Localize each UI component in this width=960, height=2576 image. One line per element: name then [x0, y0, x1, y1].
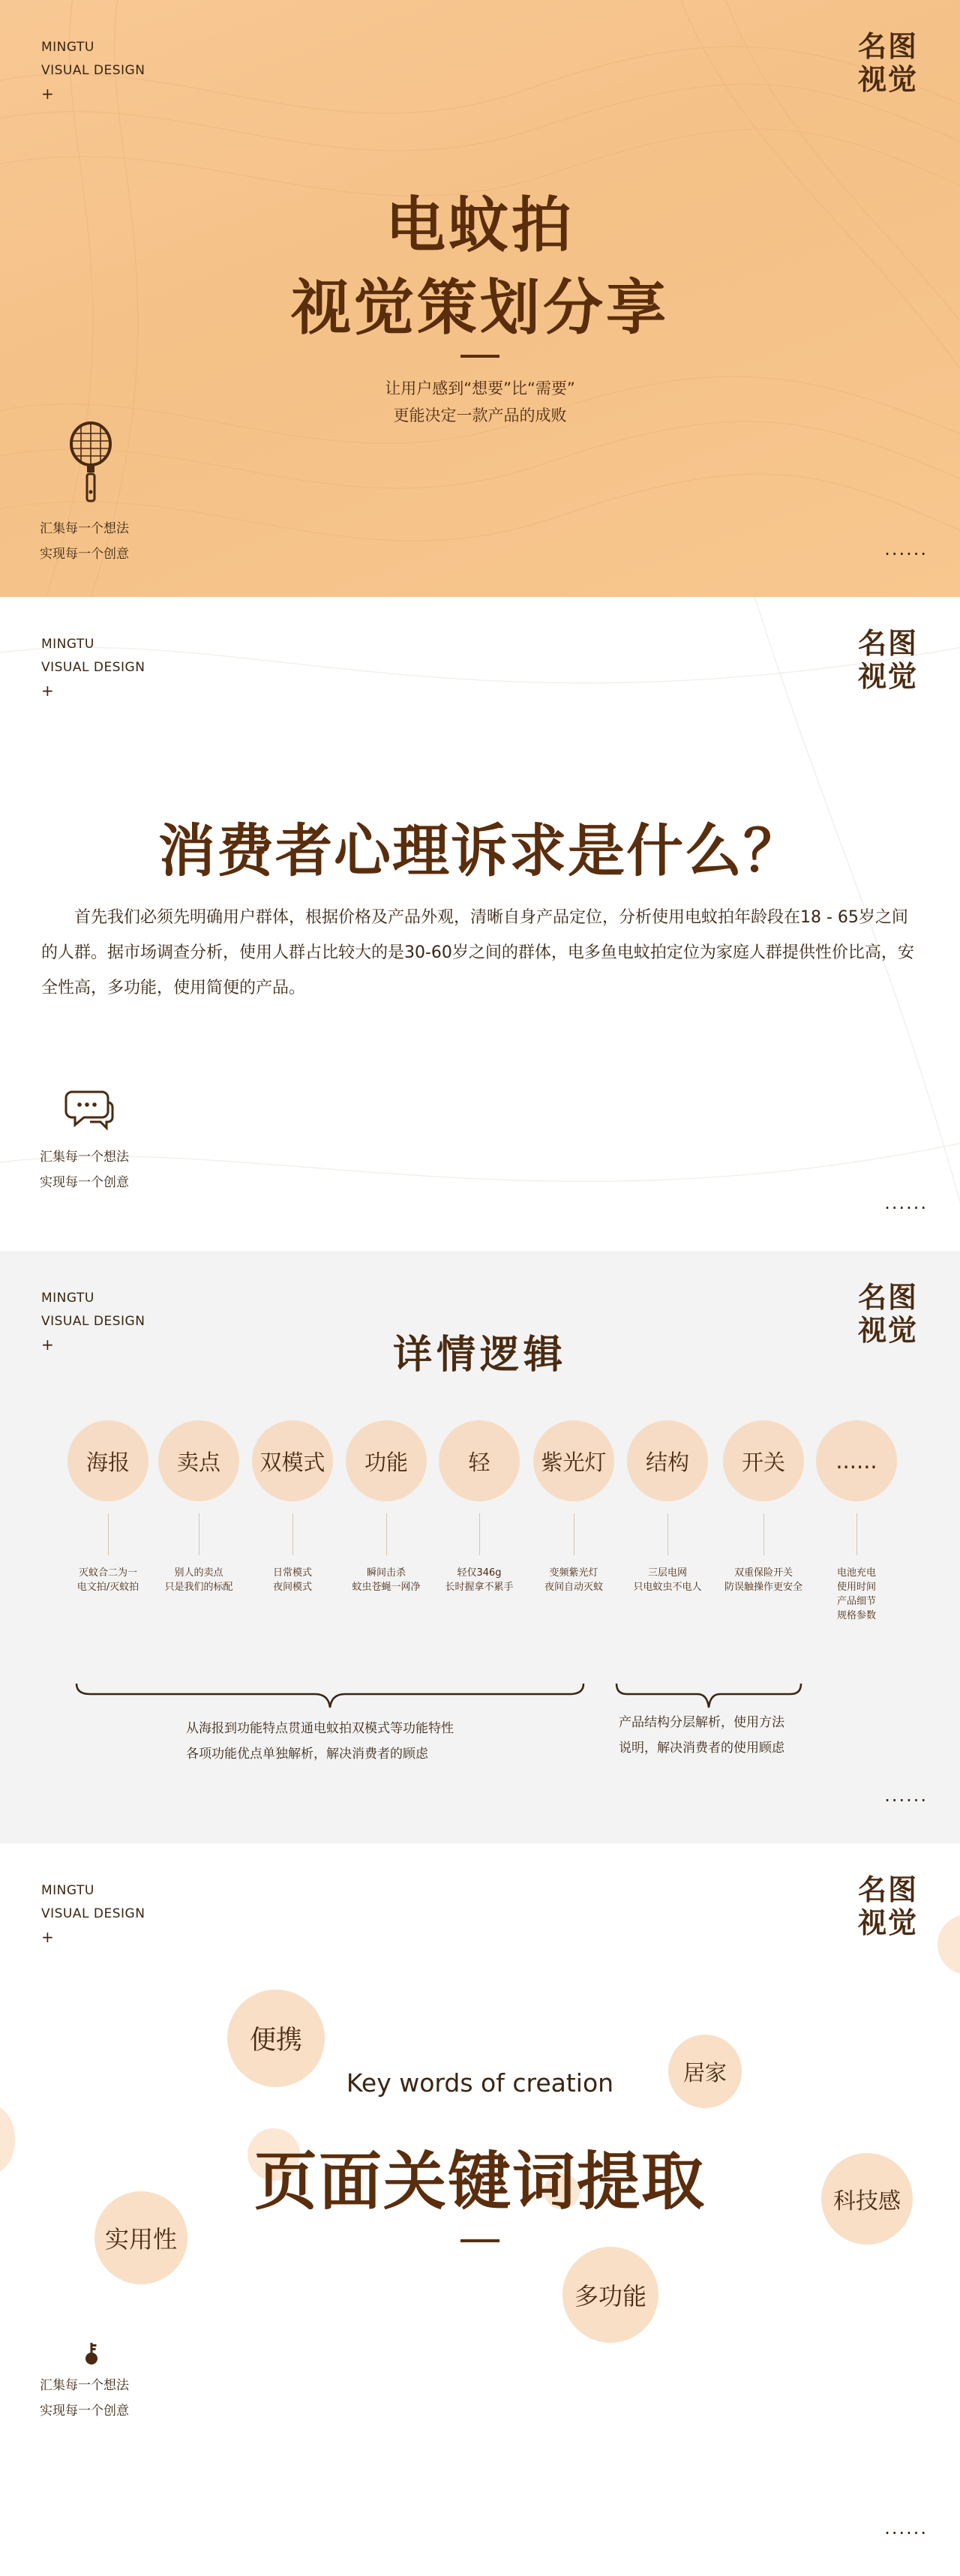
left-note: [186, 1716, 454, 1767]
logo-line-1: 名图: [858, 627, 919, 660]
heading-divider: [460, 2239, 500, 2242]
logo-line-1: 名图: [858, 1281, 919, 1314]
brand-line-2: VISUAL DESIGN: [41, 1314, 146, 1329]
tagline-line-2: 实现每一个创意: [40, 1175, 129, 1190]
brand-plus: +: [41, 85, 55, 103]
keyword-practical: 实用性: [94, 2191, 188, 2284]
decor-circle: [938, 1915, 960, 1975]
logo-line-1: 名图: [858, 1873, 919, 1906]
connector-line: [386, 1513, 387, 1555]
logic-item-caption: 轻仅346g 长时握拿不累手: [445, 1567, 514, 1593]
tagline-line-1: 汇集每一个想法: [40, 1150, 129, 1165]
connector-line: [108, 1513, 109, 1555]
hero-section: [0, 0, 960, 597]
section-heading: 详情逻辑: [392, 1333, 567, 1378]
logic-item-circle: 结构: [627, 1420, 708, 1501]
logic-item-caption: 别人的卖点 只是我们的标配: [164, 1567, 233, 1593]
connector-line: [292, 1513, 293, 1555]
subtitle-line-2: 更能决定一款产品的成败: [393, 406, 567, 424]
connector-line: [479, 1513, 480, 1555]
left-note-line-1: 从海报到功能特点贯通电蚊拍双模式等功能特性: [186, 1721, 454, 1736]
logo-line-2: 视觉: [858, 1906, 919, 1939]
brand-line-2: VISUAL DESIGN: [41, 1906, 146, 1921]
logo-line-2: 视觉: [858, 63, 919, 96]
detail-logic-section: [0, 1251, 960, 1843]
connector-line: [856, 1513, 857, 1555]
keyword-multifunction: 多功能: [562, 2247, 658, 2343]
brand-line-1: MINGTU: [41, 637, 94, 652]
section-heading: 页面关键词提取: [254, 2145, 706, 2218]
logic-item-caption: 灭蚊合二为一 电文拍/灭蚊拍: [76, 1567, 140, 1593]
logic-item-caption: 电池充电 使用时间 产品细节 规格参数: [836, 1567, 876, 1621]
section-paragraph: 首先我们必须先明确用户群体，根据价格及产品外观，清晰自身产品定位，分析使用电蚊拍年龄段在18 - 65岁之间的人群。据市场调查分析，使用人群占比较大的是30-60岁之间的群体，电多鱼电蚊拍定位为家庭人群提供性价比高，安全性高，多功能，使用简便的产品。: [41, 908, 914, 997]
racket-icon: [64, 420, 117, 510]
brand-block: [41, 633, 145, 703]
brand-plus: +: [41, 1928, 55, 1946]
logic-item-circle: 开关: [723, 1420, 804, 1501]
logic-item-circle: 双模式: [252, 1420, 333, 1501]
section-heading: 消费者心理诉求是什么？: [158, 817, 802, 884]
right-note-line-1: 产品结构分层解析，使用方法: [619, 1715, 784, 1730]
subtitle-line-1: 让用户感到“想要”比“需要”: [385, 379, 575, 397]
tagline-line-2: 实现每一个创意: [40, 2404, 129, 2419]
connector-line: [199, 1513, 200, 1555]
page-title: [0, 184, 960, 349]
logic-item-caption: 日常模式 夜间模式: [272, 1567, 312, 1593]
logic-item-caption: 三层电网 只电蚊虫不电人: [633, 1567, 702, 1593]
title-line-2: 视觉策划分享: [291, 273, 669, 343]
logo: [858, 1873, 922, 1939]
logo-line-1: 名图: [858, 30, 919, 63]
logic-item-caption: 瞬间击杀 蚊虫苍蝇一网净: [352, 1567, 421, 1593]
brand-line-1: MINGTU: [41, 1291, 94, 1306]
left-note-line-2: 各项功能优点单独解析，解决消费者的顾虑: [186, 1747, 428, 1762]
tagline: [40, 516, 129, 567]
more-dots: ......: [884, 2518, 928, 2539]
key-icon: [83, 2341, 100, 2367]
logic-item-circle: 功能: [346, 1420, 427, 1501]
keyword-home: 居家: [668, 2035, 742, 2108]
logo: [858, 627, 922, 693]
brand-line-1: MINGTU: [41, 1883, 94, 1898]
tagline: [40, 2373, 129, 2424]
tagline-line-1: 汇集每一个想法: [40, 521, 129, 536]
more-dots: ......: [884, 1192, 928, 1213]
logic-item-circle: 紫光灯: [533, 1420, 614, 1501]
right-note: [619, 1710, 784, 1761]
brand-line-2: VISUAL DESIGN: [41, 63, 146, 78]
logic-item-caption: 双重保险开关 防误触操作更安全: [724, 1567, 802, 1593]
keyword-tech: 科技感: [821, 2153, 913, 2245]
tagline-line-1: 汇集每一个想法: [40, 2378, 129, 2393]
logic-item-circle: 轻: [439, 1420, 520, 1501]
brand-block: [41, 36, 145, 106]
logic-item-circle: 海报: [68, 1420, 148, 1501]
subtitle: [0, 375, 960, 429]
section-subtitle-en: Key words of creation: [346, 2068, 614, 2098]
logo-line-2: 视觉: [858, 1314, 919, 1347]
logic-item-circle: ......: [816, 1420, 897, 1501]
brand-plus: +: [41, 1336, 55, 1354]
tagline: [40, 1144, 129, 1195]
brand-plus: +: [41, 682, 55, 700]
consumer-psychology-section: [0, 597, 960, 1251]
logic-item-caption: 变频紫光灯 夜间自动灭蚊: [544, 1567, 603, 1593]
title-divider: [460, 355, 500, 358]
logo-line-2: 视觉: [858, 660, 919, 693]
keyword-portable: 便携: [227, 1990, 325, 2087]
more-dots: ......: [884, 538, 928, 559]
brand-line-1: MINGTU: [41, 40, 94, 55]
title-line-1: 电蚊拍: [386, 190, 574, 260]
left-brace: [75, 1682, 585, 1709]
brand-line-2: VISUAL DESIGN: [41, 660, 146, 675]
logo: [858, 30, 922, 96]
right-note-line-2: 说明，解决消费者的使用顾虑: [619, 1741, 784, 1756]
right-brace: [615, 1682, 802, 1709]
chat-icon: [64, 1089, 114, 1131]
tagline-line-2: 实现每一个创意: [40, 547, 129, 562]
logic-item-circle: 卖点: [158, 1420, 239, 1501]
more-dots: ......: [884, 1785, 928, 1806]
brand-block: [41, 1879, 145, 1949]
keywords-section: [0, 1843, 960, 2576]
